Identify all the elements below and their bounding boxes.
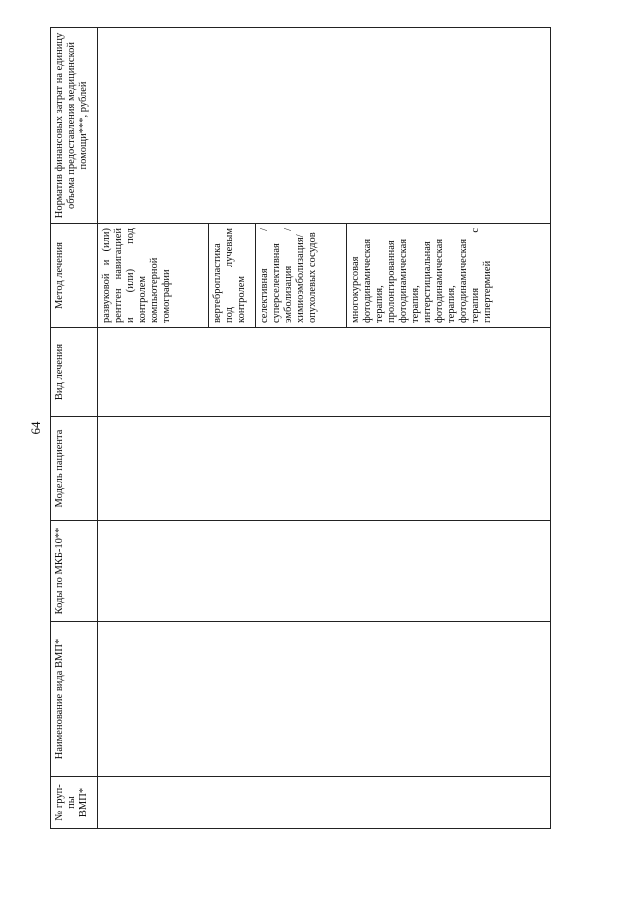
header-treatment-type: Вид лечения bbox=[51, 328, 98, 417]
cell-vmp-name bbox=[98, 622, 551, 777]
cell-treatment-method: развуковой и (или) рентген навигацией и (или) под контролем компьютерной томографии bbox=[98, 224, 209, 328]
header-vmp-name: Наименование вида ВМП* bbox=[51, 622, 98, 777]
rotated-table-container bbox=[50, 28, 551, 829]
cell-patient-model bbox=[98, 417, 551, 521]
cell-group bbox=[98, 777, 551, 829]
header-icd-codes: Коды по МКБ-10** bbox=[51, 521, 98, 622]
page-number: 64 bbox=[28, 421, 43, 435]
cell-cost-norm bbox=[98, 28, 551, 224]
cell-treatment-method: многокурсовая фотодинамическая терапия, пролонгированная фотодинамическая терапия, интерстициальная фотодинамическая терапия, фотодинамическая терапия с гипертермией bbox=[347, 224, 551, 328]
table-row bbox=[98, 28, 209, 829]
header-cost-norm: Норматив финансовых затрат на единицу объема предоставления медицинской помощи***, рублей bbox=[51, 28, 98, 224]
cell-icd-codes bbox=[98, 521, 551, 622]
cell-treatment-method: вертебропластика под лучевым контролем bbox=[209, 224, 256, 328]
cell-treatment-type bbox=[98, 328, 551, 417]
rotated-table-frame bbox=[50, 28, 551, 829]
vmp-table bbox=[50, 27, 551, 829]
cell-treatment-method: селективная /суперселективная эмболизация /химиоэмболизация/ опухолевых сосудов bbox=[256, 224, 347, 328]
table-header-row bbox=[51, 28, 98, 829]
header-treatment-method: Метод лечения bbox=[51, 224, 98, 328]
header-group: № груп-пы ВМП* bbox=[51, 777, 98, 829]
header-patient-model: Модель пациента bbox=[51, 417, 98, 521]
